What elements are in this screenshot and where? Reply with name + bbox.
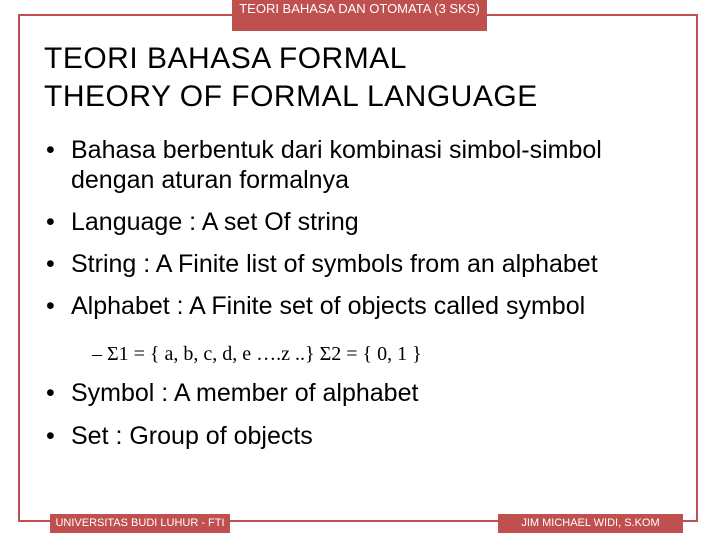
list-item: • Symbol : A member of alphabet — [46, 379, 419, 407]
course-header: TEORI BAHASA DAN OTOMATA (3 SKS) — [232, 0, 487, 31]
list-item: • Language : A set Of string — [46, 208, 359, 236]
bullet-list-2 — [46, 378, 686, 464]
bullet-icon: • — [46, 292, 55, 320]
bullet-icon: • — [46, 136, 55, 164]
bullet-list — [46, 135, 686, 333]
bullet-icon: • — [46, 250, 55, 278]
alphabet-examples: – Σ1 = { a, b, c, d, e ….z ..} Σ2 = { 0, 1 } — [92, 343, 422, 365]
list-item: • Bahasa berbentuk dari kombinasi simbol-simbol dengan aturan formalnya — [46, 136, 602, 194]
list-item: • Set : Group of objects — [46, 422, 313, 450]
footer-author: JIM MICHAEL WIDI, S.KOM — [498, 514, 683, 533]
slide-title — [44, 40, 684, 116]
list-item: • String : A Finite list of symbols from an alphabet — [46, 250, 598, 278]
bullet-icon: • — [46, 422, 55, 450]
bullet-icon: • — [46, 379, 55, 407]
footer-university: UNIVERSITAS BUDI LUHUR - FTI — [50, 514, 230, 533]
bullet-icon: • — [46, 208, 55, 236]
title-line-2: THEORY OF FORMAL LANGUAGE — [44, 80, 538, 113]
list-item: • Alphabet : A Finite set of objects called symbol — [46, 292, 586, 320]
title-line-1: TEORI BAHASA FORMAL — [44, 42, 407, 75]
